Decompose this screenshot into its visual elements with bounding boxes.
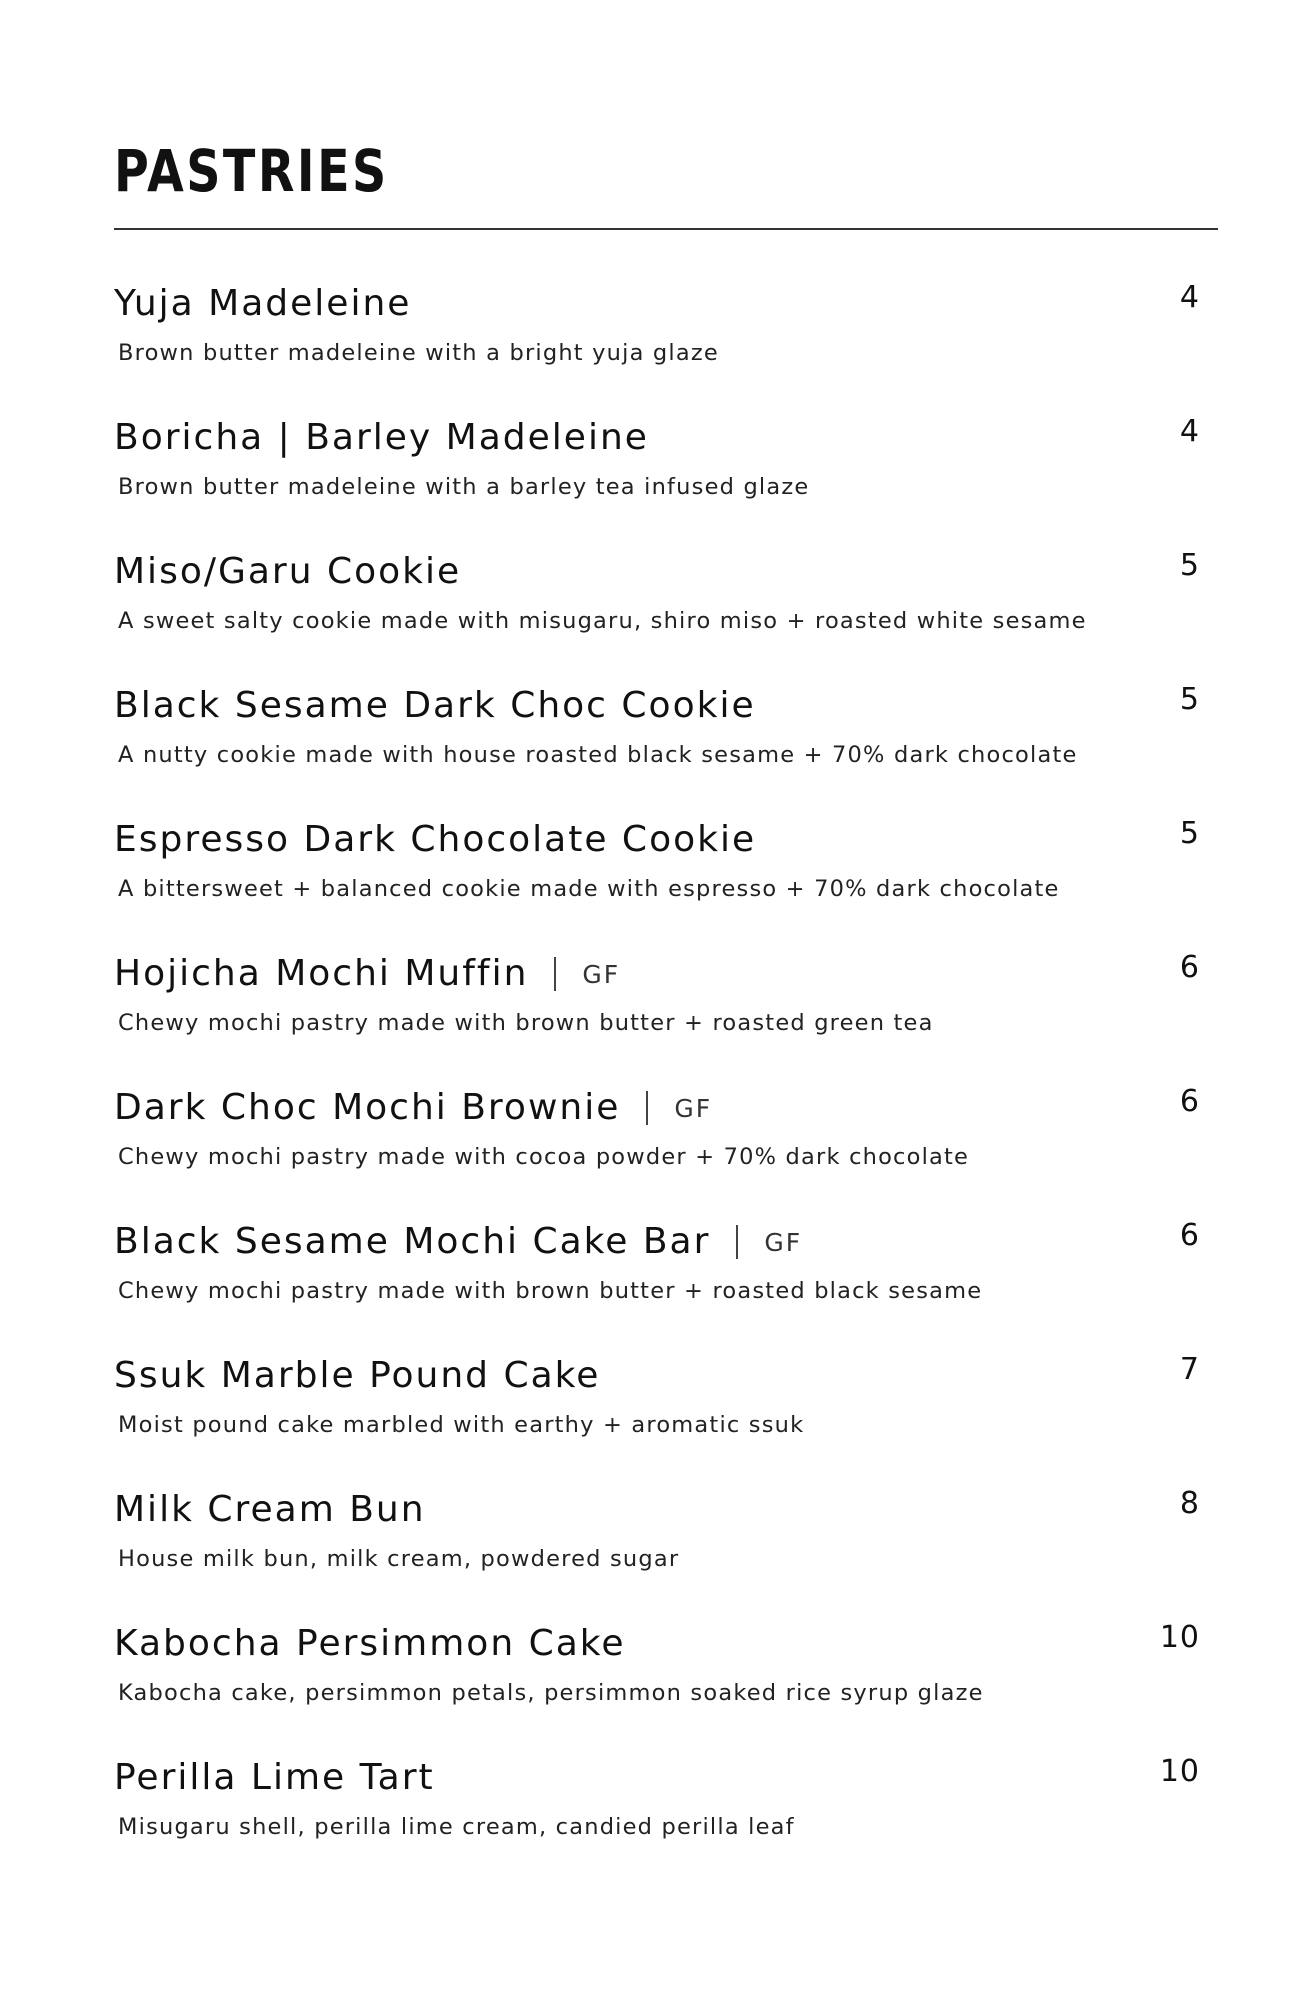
item-description: Chewy mochi pastry made with brown butter + roasted green tea — [118, 1010, 934, 1036]
page-title: PASTRIES — [114, 137, 389, 205]
menu-page — [114, 0, 1218, 2000]
item-description: Brown butter madeleine with a bright yuja glaze — [118, 340, 719, 366]
item-description: House milk bun, milk cream, powdered sugar — [118, 1546, 680, 1572]
item-price: 4 — [1179, 414, 1200, 449]
item-price: 8 — [1179, 1486, 1200, 1521]
item-description: Brown butter madeleine with a barley tea infused glaze — [118, 474, 810, 500]
item-name: Hojicha Mochi Muffin GF — [114, 953, 621, 994]
item-description: Chewy mochi pastry made with cocoa powder + 70% dark chocolate — [118, 1144, 970, 1170]
item-name: Dark Choc Mochi Brownie GF — [114, 1087, 713, 1128]
tag-separator — [736, 1225, 738, 1259]
item-description: Chewy mochi pastry made with brown butter + roasted black sesame — [118, 1278, 983, 1304]
menu-item — [114, 1216, 1218, 1350]
item-name: Ssuk Marble Pound Cake — [114, 1355, 601, 1396]
item-name: Perilla Lime Tart — [114, 1757, 435, 1798]
menu-list — [114, 278, 1218, 1886]
menu-item — [114, 1484, 1218, 1618]
item-price: 5 — [1179, 548, 1200, 583]
tag-separator — [554, 957, 556, 991]
item-price: 6 — [1179, 950, 1200, 985]
menu-item — [114, 948, 1218, 1082]
item-description: A nutty cookie made with house roasted black sesame + 70% dark chocolate — [118, 742, 1078, 768]
gluten-free-tag: GF — [764, 1228, 803, 1257]
item-description: A bittersweet + balanced cookie made with espresso + 70% dark chocolate — [118, 876, 1060, 902]
gluten-free-tag: GF — [582, 960, 621, 989]
menu-item — [114, 1752, 1218, 1886]
item-price: 6 — [1179, 1084, 1200, 1119]
menu-item — [114, 546, 1218, 680]
item-name: Miso/Garu Cookie — [114, 551, 462, 592]
item-name: Espresso Dark Chocolate Cookie — [114, 819, 757, 860]
item-price: 6 — [1179, 1218, 1200, 1253]
item-price: 10 — [1159, 1620, 1200, 1655]
title-divider — [114, 228, 1218, 230]
gluten-free-tag: GF — [674, 1094, 713, 1123]
item-description: Misugaru shell, perilla lime cream, candied perilla leaf — [118, 1814, 795, 1840]
menu-item — [114, 1350, 1218, 1484]
item-price: 5 — [1179, 682, 1200, 717]
item-name: Black Sesame Dark Choc Cookie — [114, 685, 756, 726]
item-description: A sweet salty cookie made with misugaru, shiro miso + roasted white sesame — [118, 608, 1087, 634]
item-name: Black Sesame Mochi Cake Bar GF — [114, 1221, 803, 1262]
menu-item — [114, 814, 1218, 948]
tag-separator — [646, 1091, 648, 1125]
menu-item — [114, 1082, 1218, 1216]
item-price: 4 — [1179, 280, 1200, 315]
item-name: Boricha | Barley Madeleine — [114, 417, 649, 458]
menu-item — [114, 680, 1218, 814]
item-price: 10 — [1159, 1754, 1200, 1789]
menu-item — [114, 412, 1218, 546]
item-description: Kabocha cake, persimmon petals, persimmon soaked rice syrup glaze — [118, 1680, 984, 1706]
menu-item — [114, 278, 1218, 412]
item-price: 7 — [1179, 1352, 1200, 1387]
item-price: 5 — [1179, 816, 1200, 851]
item-name: Kabocha Persimmon Cake — [114, 1623, 626, 1664]
item-description: Moist pound cake marbled with earthy + aromatic ssuk — [118, 1412, 805, 1438]
menu-item — [114, 1618, 1218, 1752]
item-name: Milk Cream Bun — [114, 1489, 426, 1530]
item-name: Yuja Madeleine — [114, 283, 412, 324]
